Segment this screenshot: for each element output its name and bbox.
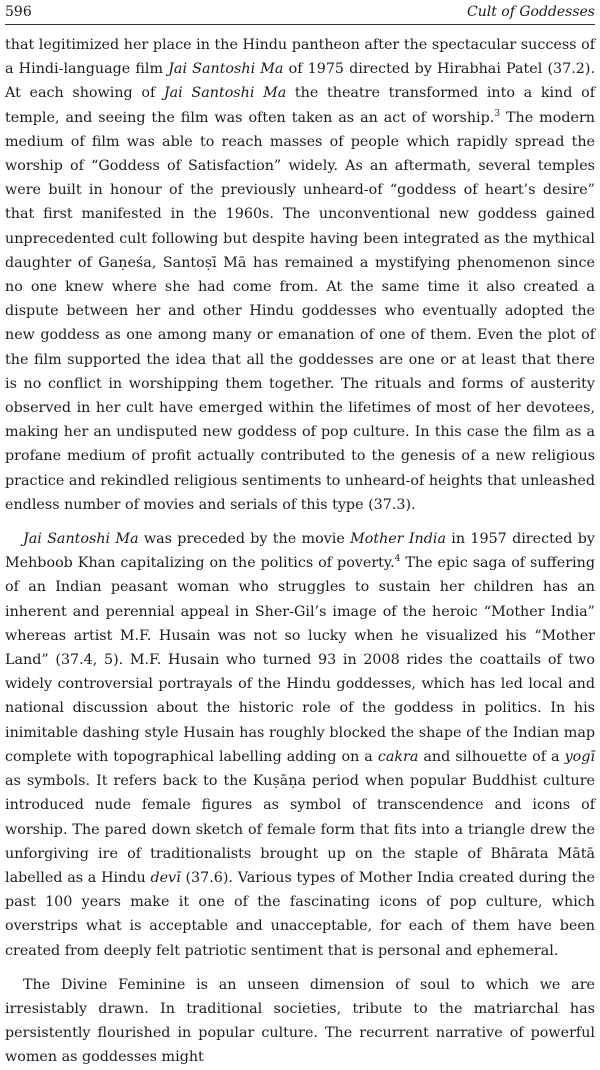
italic-text: Jai Santoshi Ma: [168, 61, 284, 78]
text-run: was preceded by the movie: [138, 531, 351, 548]
paragraph: [5, 527, 595, 963]
page-number: 596: [5, 4, 32, 20]
text-run: of 1975 directed by Hirabhai Patel (37.2). At each showing of: [5, 61, 595, 102]
italic-text: Jai Santoshi Ma: [163, 85, 287, 102]
text-run: The Divine Feminine is an unseen dimension of soul to which we are irresistably drawn. In traditional societies, tribute to the matriarchal has persistently flourished in popular culture. The recurrent narrative of powerful women as goddesses might: [5, 976, 595, 1066]
text-run: and silhouette of a: [418, 748, 565, 765]
text-run: that legitimized her place in the Hindu pantheon after the spectacular success of a Hindi-language film: [5, 37, 595, 78]
text-run: The epic saga of suffering of an Indian peasant woman who struggles to sustain her children has an inherent and perennial appeal in Sher-Gil’s image of the heroic “Mother India” whereas artist M.F. Husain was not so lucky when he visualized his “Mother Land” (37.4, 5). M.F. Husain who turned 93 in 2008 rides the coattails of two widely controversial portrayals of the Hindu goddesses, which has led local and national discussion about the historic role of the goddess in politics. In his inimitable dashing style Husain has roughly blocked the shape of the Indian map complete with topographical labelling adding on a: [5, 555, 595, 765]
text-run: as symbols. It refers back to the Kuṣāṇa period when popular Buddhist culture introduced nude female figures as symbol of transcendence and icons of worship. The pared down sketch of female form that fits into a triangle drew the unforgiving ire of traditionalists brought up on the staple of Bhārata Mātā labelled as a Hindu: [5, 773, 595, 886]
text-run: in 1957 directed by Mehboob Khan capitalizing on the politics of poverty.: [5, 531, 595, 572]
italic-text: Jai Santoshi Ma: [23, 531, 139, 548]
body-text: [5, 33, 595, 1070]
paragraph: [5, 33, 595, 517]
footnote-marker: 3: [494, 108, 501, 119]
italic-text: cakra: [377, 748, 419, 765]
paragraph: [5, 973, 595, 1070]
running-title: Cult of Goddesses: [466, 4, 595, 20]
italic-text: devī: [150, 869, 181, 886]
running-header: [5, 4, 595, 25]
text-run: the theatre transformed into a kind of temple, and seeing the film was often taken as an act of worship.: [5, 85, 596, 126]
italic-text: Mother India: [350, 531, 446, 548]
footnote-marker: 4: [394, 554, 401, 565]
italic-text: yogī: [564, 748, 595, 765]
text-run: The modern medium of film was able to reach masses of people which rapidly spread the worship of “Goddess of Satisfaction” widely. As an aftermath, several temples were built in honour of the previously unheard-of “goddess of heart’s desire” that first manifested in the 1960s. The unconventional new goddess gained unprecedented cult following but despite having been integrated as the mythical daughter of Gaṇeśa, Santoṣī Mā has remained a mystifying phenomenon since no one knew where she had come from. At the same time it also created a dispute between her and other Hindu goddesses who eventually adopted the new goddess as one among many or emanation of one of them. Even the plot of the film supported the idea that all the goddesses are one or at least that there is no conflict in worshipping them together. The rituals and forms of austerity observed in her cult have emerged within the lifetimes of most of her devotees, making her an undisputed new goddess of pop culture. In this case the film as a profane medium of profit actually contributed to the genesis of a new religious practice and rekindled religious sentiments to unheard-of heights that unleashed endless number of movies and serials of this type (37.3).: [5, 109, 595, 513]
text-run: (37.6). Various types of Mother India created during the past 100 years make it one of the fascinating icons of pop culture, which overstrips what is acceptable and unacceptable, for each of them have been created from deeply felt patriotic sentiment that is personal and ephemeral.: [5, 869, 595, 959]
